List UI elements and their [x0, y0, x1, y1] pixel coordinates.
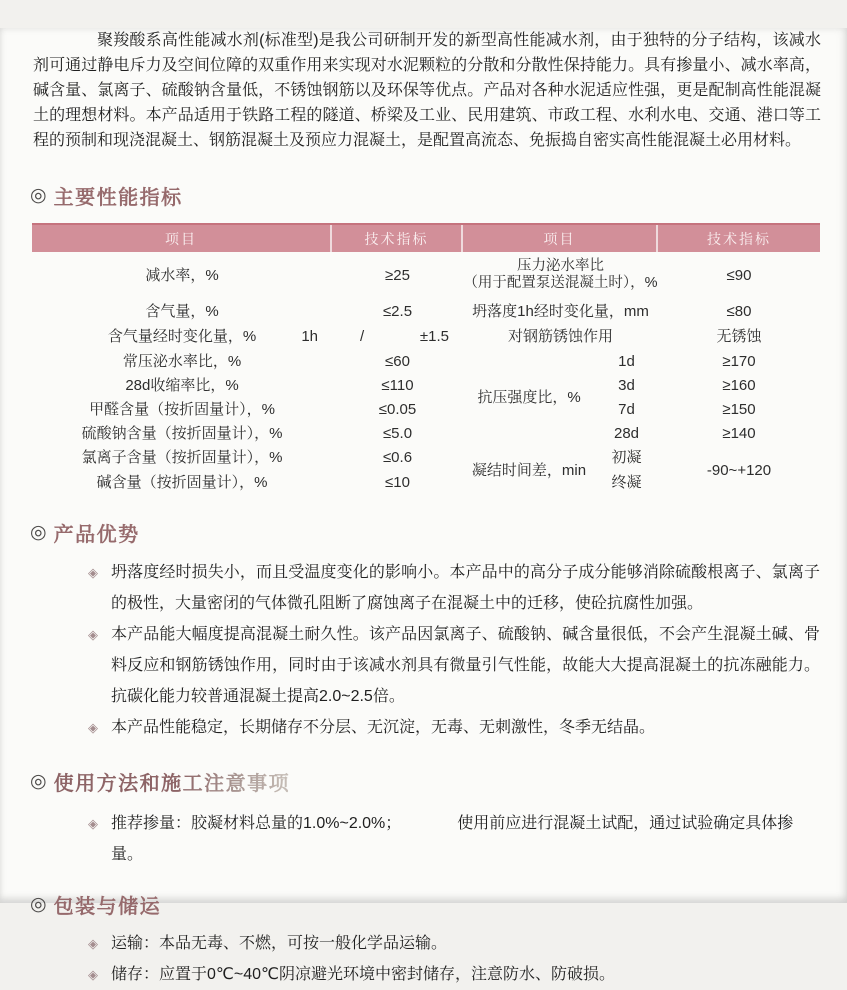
- strength-age-1d: 1d: [618, 352, 635, 370]
- advantage-text-1: 坍落度经时损失小，而且受温度变化的影响小。本产品中的高分子成分能够消除硫酸根离子、氯离子的极性，大量密闭的气体微孔阻断了腐蚀离子在混凝土中的迁移，使砼抗腐性加强。: [111, 564, 820, 612]
- section-bullseye-icon: ◎: [30, 522, 47, 543]
- row-value-sodium-sulfate: ≤5.0: [382, 424, 413, 442]
- row-value-alkali: ≤10: [385, 473, 410, 491]
- strength-age-7d: 7d: [618, 400, 635, 418]
- row-label-air-content: 含气量，%: [145, 302, 219, 320]
- row-value-air-content: ≤2.5: [382, 302, 413, 320]
- row-value-air-change: [332, 324, 463, 349]
- row-value-slump-change: ≤80: [726, 302, 752, 320]
- air-change-slash: /: [360, 328, 365, 345]
- datasheet-page: [0, 28, 847, 983]
- section-title-advantages: 产品优势: [53, 524, 140, 546]
- usage-dosage: 推荐掺量：胶凝材料总量的1.0%~2.0%；: [111, 815, 402, 832]
- advantage-text-3: 本产品性能稳定，长期储存不分层、无沉淀，无毒、无刺激性，冬季无结晶。: [111, 719, 656, 736]
- strength-age-28d: 28d: [613, 424, 640, 442]
- row-value-bleeding-ratio: ≤60: [385, 352, 410, 370]
- section-heading-usage: [30, 767, 847, 796]
- section-heading-advantages: [30, 518, 847, 547]
- section-title-usage: 使用方法和施工注意事项: [54, 767, 291, 796]
- table-header-item-right: 项目: [463, 225, 658, 252]
- strength-value-7d: ≥150: [722, 400, 756, 418]
- table-header-spec-left: 技术指标: [332, 225, 463, 252]
- list-item: [88, 959, 820, 990]
- section-title-packaging: 包装与储运: [53, 896, 162, 918]
- row-value-pressure-bleeding: ≤90: [726, 266, 752, 284]
- advantage-text-2: 本产品能大幅度提高混凝土耐久性。该产品因氯离子、硫酸钠、碱含量很低，不会产生混凝土碱、骨料反应和钢筋锈蚀作用，同时由于该减水剂具有微量引气性能，故能大大提高混凝土的抗冻融能力。抗碳化能力较普通混凝土提高2.0~2.5倍。: [111, 626, 820, 705]
- row-label-shrinkage: 28d收缩率比，%: [125, 376, 239, 394]
- row-value-chloride: ≤0.6: [382, 448, 413, 466]
- setting-final: 终凝: [611, 473, 642, 491]
- usage-note: 使用前应进行混凝土试配，通过试验确定具体掺量。: [111, 815, 794, 863]
- row-value-rebar-corrosion: 无锈蚀: [716, 328, 762, 345]
- air-change-value: ±1.5: [419, 328, 449, 345]
- row-label-alkali: 碱含量（按折固量计），%: [96, 473, 268, 491]
- pressure-bleeding-line1: 压力泌水率比: [517, 258, 604, 274]
- packaging-list: [0, 928, 847, 990]
- row-label-water-reduction: 减水率，%: [145, 266, 219, 284]
- list-item: [88, 928, 820, 959]
- row-label-slump-change: 坍落度1h经时变化量，mm: [472, 302, 649, 320]
- row-label-rebar-corrosion: 对钢筋锈蚀作用: [507, 328, 613, 345]
- section-bullseye-icon: ◎: [30, 894, 47, 915]
- row-label-chloride: 氯离子含量（按折固量计），%: [81, 448, 283, 466]
- advantages-list: [0, 557, 847, 743]
- strength-value-28d: ≥140: [722, 424, 756, 442]
- section-title-performance: 主要性能指标: [53, 187, 183, 209]
- section-heading-performance: [30, 181, 847, 210]
- diamond-bullet-icon: ◈: [88, 967, 98, 982]
- intro-paragraph: 聚羧酸系高性能减水剂(标准型)是我公司研制开发的新型高性能减水剂，由于独特的分子结构，该减水剂可通过静电斥力及空间位障的双重作用来实现对水泥颗粒的分散和分散性保持能力。具有掺量小、减水率高，碱含量、氯离子、硫酸钠含量低，不锈蚀钢筋以及环保等优点。产品对各种水泥适应性强，更是配制高性能混凝土的理想材料。本产品适用于铁路工程的隧道、桥梁及工业、民用建筑、市政工程、水利水电、交通、港口等工程的预制和现浇混凝土、钢筋混凝土及预应力混凝土，是配置高流态、免振捣自密实高性能混凝土必用材料。: [33, 32, 821, 149]
- row-value-setting-time: -90~+120: [706, 461, 772, 479]
- pressure-bleeding-line2: （用于配置泵送混凝土时），%: [463, 275, 658, 291]
- list-item: [88, 619, 820, 712]
- list-item: [88, 557, 820, 619]
- strength-age-3d: 3d: [618, 376, 635, 394]
- strength-value-3d: ≥160: [722, 376, 756, 394]
- row-value-water-reduction: ≥25: [385, 266, 410, 284]
- row-label-setting-time: 凝结时间差，min: [471, 461, 587, 479]
- performance-table: [32, 223, 820, 495]
- diamond-bullet-icon: ◈: [88, 936, 98, 951]
- row-label-sodium-sulfate: 硫酸钠含量（按折固量计），%: [81, 424, 283, 442]
- setting-initial: 初凝: [611, 448, 642, 466]
- row-value-formaldehyde: ≤0.05: [378, 400, 417, 418]
- storage-text: 储存：应置于0℃~40℃阴凉避光环境中密封储存，注意防水、防破损。: [111, 966, 615, 983]
- transport-text: 运输：本品无毒、不燃，可按一般化学品运输。: [111, 935, 448, 952]
- diamond-bullet-icon: ◈: [88, 720, 98, 735]
- diamond-bullet-icon: ◈: [88, 627, 98, 642]
- usage-line: [88, 808, 820, 870]
- section-heading-packaging: [30, 890, 847, 919]
- row-label-bleeding-ratio: 常压泌水率比，%: [122, 352, 242, 370]
- table-header-spec-right: 技术指标: [658, 225, 820, 252]
- row-label-compressive-strength: 抗压强度比，%: [477, 388, 581, 406]
- row-value-shrinkage: ≤110: [381, 376, 414, 394]
- diamond-bullet-icon: ◈: [88, 816, 98, 831]
- section-bullseye-icon: ◎: [30, 771, 47, 792]
- air-change-time: 1h: [301, 328, 318, 345]
- air-change-label: 含气量经时变化量，%: [107, 328, 257, 345]
- row-label-air-change: [32, 324, 332, 349]
- table-header-item-left: 项目: [32, 225, 332, 252]
- row-label-formaldehyde: 甲醛含量（按折固量计），%: [89, 400, 275, 418]
- section-bullseye-icon: ◎: [30, 185, 47, 206]
- list-item: [88, 712, 820, 743]
- row-label-pressure-bleeding: [463, 252, 658, 298]
- diamond-bullet-icon: ◈: [88, 565, 98, 580]
- usage-text: [111, 808, 820, 870]
- strength-value-1d: ≥170: [722, 352, 756, 370]
